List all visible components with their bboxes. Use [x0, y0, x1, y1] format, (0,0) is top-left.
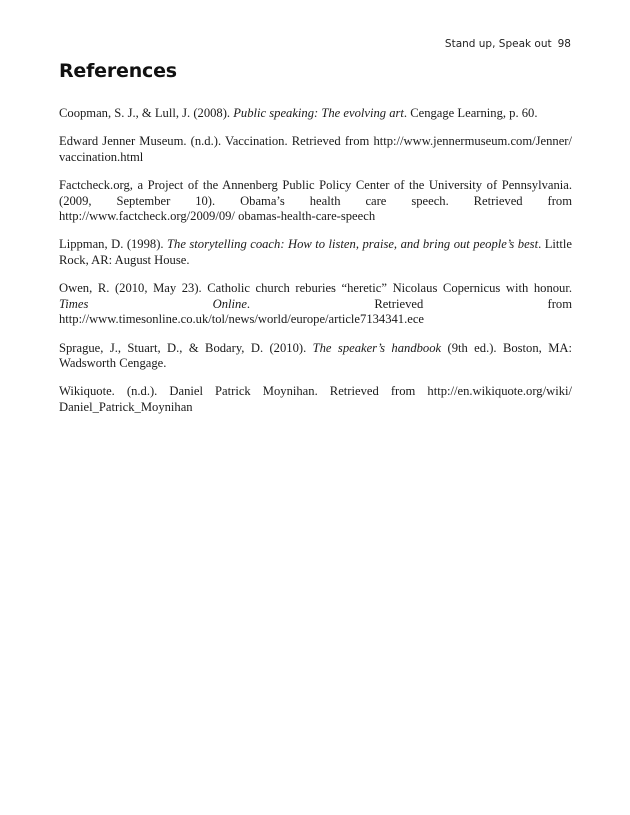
- running-title: Stand up, Speak out: [444, 38, 552, 50]
- reference-text: Factcheck.org, a Project of the Annenberg Public Policy Center of the University of Pennsylvania. (2009, September 10). Obama’s health care speech. Retrieved from http://www.factcheck.org/2009/09/ obamas-health-care-speech: [59, 177, 572, 224]
- reference-text: Owen, R. (2010, May 23). Catholic church reburies “heretic” Nicolaus Copernicus with honour.: [59, 281, 572, 296]
- reference-text: Edward Jenner Museum. (n.d.). Vaccination. Retrieved from http://www.jennermuseum.com/Jenner/ vaccination.html: [59, 134, 572, 164]
- reference-text: . Retrieved from http://www.timesonline.co.uk/tol/news/world/europe/article7134341.ece: [59, 296, 572, 327]
- reference-list: [59, 106, 572, 428]
- running-header: [445, 38, 571, 50]
- reference-text: Lippman, D. (1998).: [59, 237, 168, 252]
- reference-owen: [59, 281, 572, 328]
- reference-title: The storytelling coach: How to listen, praise, and bring out people’s best: [167, 237, 539, 252]
- reference-text: . Little Rock, AR: August House.: [59, 237, 573, 267]
- reference-jenner-museum: [59, 134, 572, 165]
- reference-title: The speaker’s handbook: [312, 340, 442, 355]
- reference-title: Times Online: [59, 296, 247, 311]
- page-title: References: [59, 60, 177, 82]
- reference-coopman: [59, 106, 572, 122]
- reference-text: Sprague, J., Stuart, D., & Bodary, D. (2010).: [59, 340, 313, 355]
- reference-factcheck: [59, 178, 572, 225]
- reference-lippman: [59, 237, 572, 268]
- reference-text: (9th ed.). Boston, MA: Wadsworth Cengage.: [59, 340, 572, 371]
- reference-sprague: [59, 341, 572, 372]
- reference-text: . Cengage Learning, p. 60.: [403, 106, 538, 120]
- reference-title: Public speaking: The evolving art: [233, 106, 404, 120]
- reference-text: Coopman, S. J., & Lull, J. (2008).: [59, 106, 234, 120]
- reference-wikiquote: [59, 384, 572, 415]
- reference-text: Wikiquote. (n.d.). Daniel Patrick Moynihan. Retrieved from http://en.wikiquote.org/wiki/ Daniel_Patrick_Moynihan: [59, 384, 572, 414]
- page-number: 98: [557, 38, 571, 50]
